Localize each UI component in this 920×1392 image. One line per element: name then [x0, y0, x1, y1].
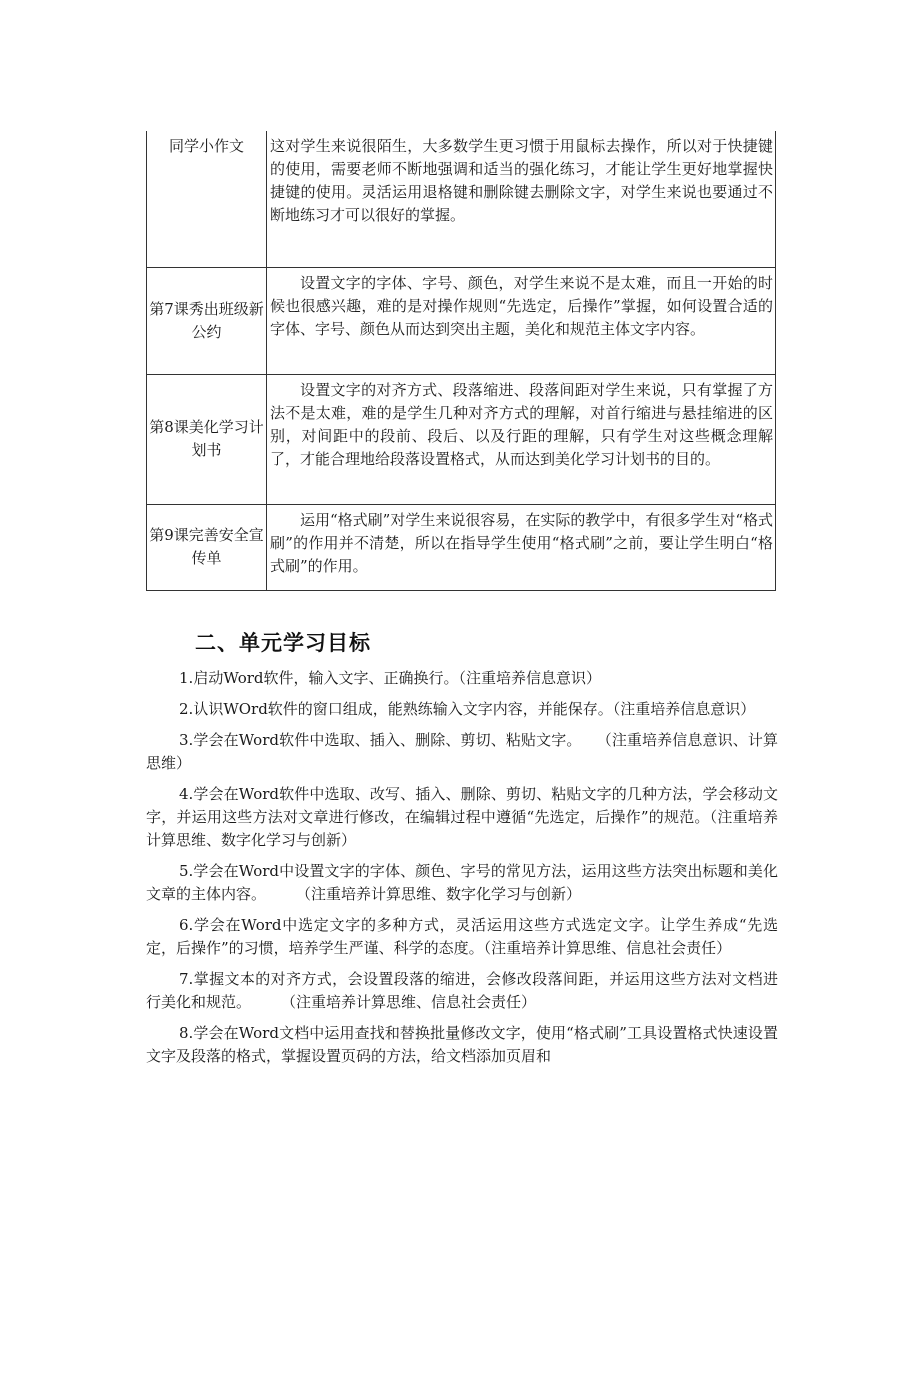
list-item — [146, 914, 778, 960]
lesson-title: 第8课美化学习计划书 — [147, 374, 267, 504]
list-item — [146, 783, 778, 852]
goal-text: .学会在Word软件中选取、插入、删除、剪切、粘贴文字。 （注重培养信息意识、计算思维） — [146, 731, 778, 772]
goal-text: .启动Word软件，输入文字、正确换行。（注重培养信息意识） — [188, 669, 602, 687]
list-item — [146, 860, 778, 906]
lesson-title: 第9课完善安全宣传单 — [147, 504, 267, 590]
goal-number: 5 — [179, 862, 189, 880]
goal-number: 4 — [179, 785, 189, 803]
goal-number: 7 — [179, 970, 189, 988]
lesson-description: 设置文字的对齐方式、段落缩进、段落间距对学生来说，只有掌握了方法不是太难，难的是学生几种对齐方式的理解，对首行缩进与悬挂缩进的区别，对间距中的段前、段后、以及行距的理解，只有学生对这些概念理解了，才能合理地给段落设置格式，从而达到美化学习计划书的目的。 — [267, 374, 776, 504]
lesson-description: 设置文字的字体、字号、颜色，对学生来说不是太难，而且一开始的时候也很感兴趣，难的是对操作规则“先选定，后操作”掌握，如何设置合适的字体、字号、颜色从而达到突出主题，美化和规范主体文字内容。 — [267, 267, 776, 374]
lesson-analysis-table — [146, 131, 776, 591]
list-item — [146, 729, 778, 775]
lesson-description: 这对学生来说很陌生，大多数学生更习惯于用鼠标去操作，所以对于快捷键的使用，需要老师不断地强调和适当的强化练习，才能让学生更好地掌握快捷键的使用。灵活运用退格键和删除键去删除文字，对学生来说也要通过不断地练习才可以很好的掌握。 — [267, 131, 776, 267]
lesson-title: 第7课秀出班级新公约 — [147, 267, 267, 374]
goals-list — [146, 667, 778, 1076]
goal-number: 8 — [179, 1024, 189, 1042]
lesson-title: 同学小作文 — [147, 131, 267, 267]
section-heading: 二、单元学习目标 — [195, 631, 371, 655]
goal-number: 3 — [179, 731, 189, 749]
lesson-description: 运用“格式刷”对学生来说很容易，在实际的教学中，有很多学生对“格式刷”的作用并不清楚，所以在指导学生使用“格式刷”之前，要让学生明白“格式刷”的作用。 — [267, 504, 776, 590]
goal-text: .学会在Word软件中选取、改写、插入、删除、剪切、粘贴文字的几种方法，学会移动文字，并运用这些方法对文章进行修改，在编辑过程中遵循“先选定，后操作”的规范。（注重培养计算思维、数字化学习与创新） — [146, 785, 778, 849]
list-item — [146, 968, 778, 1014]
table-row — [147, 267, 776, 374]
list-item — [146, 698, 778, 721]
list-item — [146, 1022, 778, 1068]
goal-text: .认识WOrd软件的窗口组成，能熟练输入文字内容，并能保存。（注重培养信息意识） — [188, 700, 756, 718]
list-item — [146, 667, 778, 690]
goal-text: .学会在Word文档中运用查找和替换批量修改文字，使用“格式刷”工具设置格式快速设置文字及段落的格式，掌握设置页码的方法，给文档添加页眉和 — [146, 1024, 778, 1065]
table-row — [147, 131, 776, 267]
goal-text: .掌握文本的对齐方式，会设置段落的缩进，会修改段落间距，并运用这些方法对文档进行美化和规范。 （注重培养计算思维、信息社会责任） — [146, 970, 778, 1011]
table-row — [147, 374, 776, 504]
goal-number: 1 — [179, 669, 189, 687]
goal-number: 2 — [179, 700, 189, 718]
table-row — [147, 504, 776, 590]
goal-text: .学会在Word中设置文字的字体、颜色、字号的常见方法，运用这些方法突出标题和美化文章的主体内容。 （注重培养计算思维、数字化学习与创新） — [146, 862, 778, 903]
goal-text: .学会在Word中选定文字的多种方式，灵活运用这些方式选定文字。让学生养成“先选定，后操作”的习惯，培养学生严谨、科学的态度。（注重培养计算思维、信息社会责任） — [146, 916, 778, 957]
goal-number: 6 — [179, 916, 189, 934]
